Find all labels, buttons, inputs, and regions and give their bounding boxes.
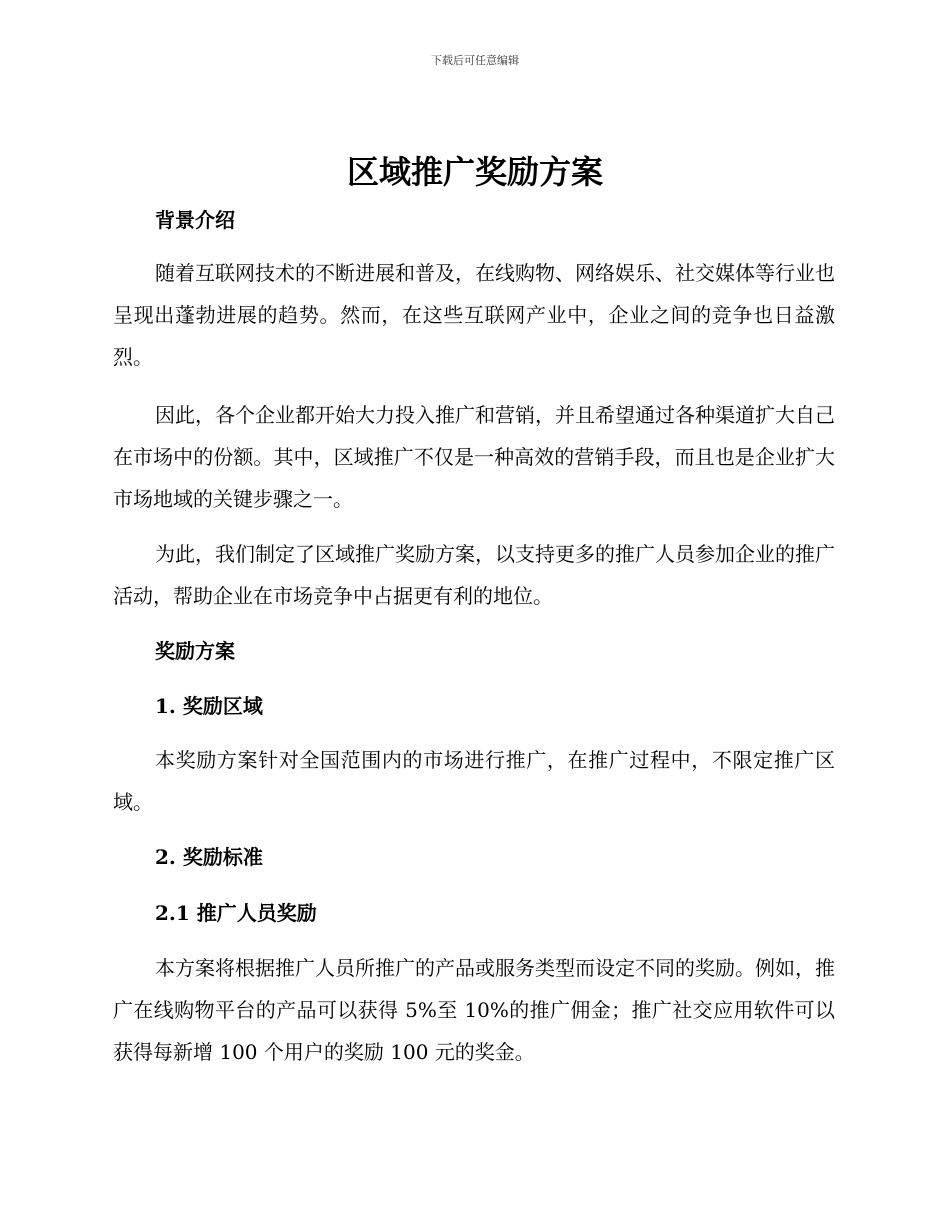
section-2-heading: 2. 奖励标准: [155, 845, 263, 869]
background-paragraph-3: 为此，我们制定了区域推广奖励方案，以支持更多的推广人员参加企业的推广活动，帮助企业在市场竞争中占据更有利的地位。: [113, 542, 835, 608]
background-paragraph-2: 因此，各个企业都开始大力投入推广和营销，并且希望通过各种渠道扩大自己在市场中的份额。其中，区域推广不仅是一种高效的营销手段，而且也是企业扩大市场地域的关键步骤之一。: [113, 403, 835, 511]
section-1-heading: 1. 奖励区域: [155, 694, 263, 718]
reward-plan-heading: 奖励方案: [155, 639, 235, 663]
section-2-1-paragraph: 本方案将根据推广人员所推广的产品或服务类型而设定不同的奖励。例如，推广在线购物平台的产品可以获得 5%至 10%的推广佣金；推广社交应用软件可以获得每新增 100 个用户的奖励 100 元的奖金。: [113, 956, 835, 1064]
section-2-1-heading: 2.1 推广人员奖励: [155, 901, 317, 925]
background-paragraph-1: 随着互联网技术的不断进展和普及，在线购物、网络娱乐、社交媒体等行业也呈现出蓬勃进展的趋势。然而，在这些互联网产业中，企业之间的竞争也日益激烈。: [113, 261, 835, 369]
background-heading: 背景介绍: [155, 208, 235, 232]
page-header: 下载后可任意编辑: [431, 54, 519, 67]
document-title: 区域推广奖励方案: [346, 153, 603, 191]
section-1-paragraph: 本奖励方案针对全国范围内的市场进行推广，在推广过程中，不限定推广区域。: [113, 748, 835, 814]
